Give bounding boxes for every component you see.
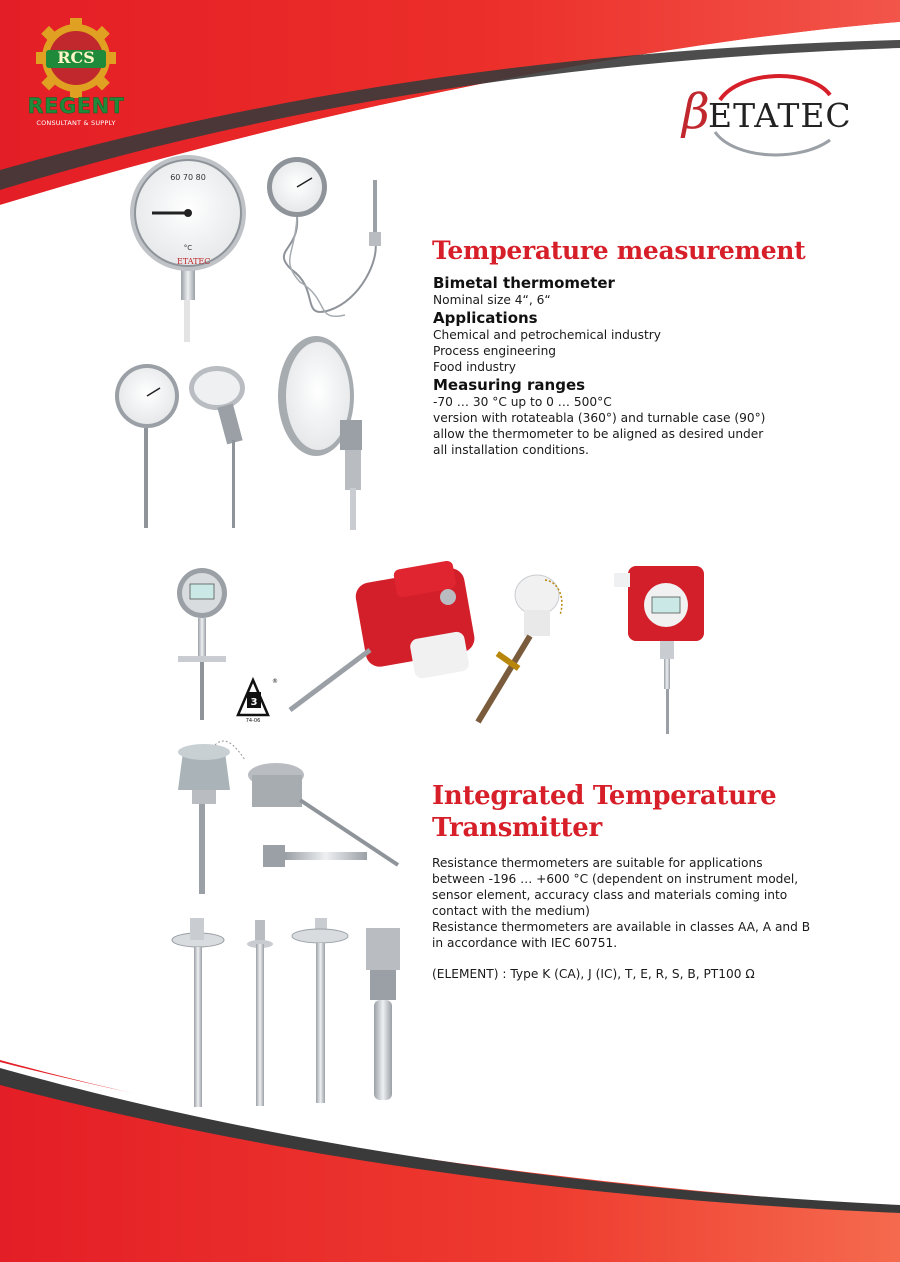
regent-initials: RCS: [57, 48, 95, 67]
betatec-beta-mark: β: [682, 84, 710, 140]
nominal-size-text: Nominal size 4“, 6“: [433, 293, 551, 307]
section2-title-line2: Transmitter: [432, 813, 602, 843]
betatec-logo: [680, 70, 850, 160]
body-line: Resistance thermometers are available in classes AA, A and B: [432, 920, 811, 934]
element-types-line: (ELEMENT) : Type K (CA), J (IC), T, E, R, S, B, PT100 Ω: [432, 967, 755, 981]
regent-tagline: CONSULTANT & SUPPLY: [36, 119, 116, 127]
thermowell-probes-image: [172, 918, 400, 1107]
ranges-line: -70 … 30 °C up to 0 … 500°C: [433, 395, 612, 409]
svg-text:°C: °C: [183, 244, 193, 252]
adjustable-angle-thermometer-image: [189, 366, 245, 528]
svg-text:®: ®: [272, 678, 278, 685]
section1-title: Temperature measurement: [432, 236, 806, 265]
ranges-line: version with rotateabla (360°) and turnable case (90°): [433, 411, 766, 425]
rotatable-case-thermometer-image: [278, 336, 362, 530]
section2-title-line1: Integrated Temperature: [432, 781, 777, 811]
approval-code-text: 74-06: [245, 718, 261, 724]
rtd-angled-head-image: [248, 763, 398, 867]
svg-text:60 70 80: 60 70 80: [170, 173, 206, 182]
body-line: sensor element, accuracy class and materials coming into: [432, 888, 788, 902]
rtd-connection-head-image: [178, 741, 245, 894]
gauge-brand-label: ETATEC: [177, 257, 211, 266]
application-item: Process engineering: [433, 344, 557, 358]
body-line: contact with the medium): [432, 904, 590, 918]
capillary-thermometer-image: [267, 157, 381, 316]
bimetal-thermometer-stem-image: [115, 364, 179, 528]
regent-name: REGENT: [27, 94, 125, 118]
ranges-heading: Measuring ranges: [433, 376, 586, 394]
body-line: Resistance thermometers are suitable for applications: [432, 856, 763, 870]
application-item: Food industry: [433, 360, 517, 374]
explosion-proof-transmitter-image: [290, 560, 477, 710]
section2-title: [432, 780, 812, 844]
digital-sanitary-thermometer-image: [177, 568, 227, 720]
applications-heading: Applications: [433, 309, 538, 327]
betatec-name: ETATEC: [708, 96, 852, 135]
regent-logo: [20, 18, 132, 127]
bimetal-thermometer-large-image: [130, 155, 246, 342]
application-item: Chemical and petrochemical industry: [433, 328, 661, 342]
approval-mark-text: 3: [250, 697, 258, 708]
ranges-line: allow the thermometer to be aligned as desired under: [433, 427, 764, 441]
3a-sanitary-approval-icon: [238, 678, 278, 715]
bimetal-heading: Bimetal thermometer: [433, 274, 615, 292]
thermocouple-head-white-image: [478, 575, 562, 722]
ranges-line: all installation conditions.: [433, 443, 589, 457]
body-line: between -196 … +600 °C (dependent on instrument model,: [432, 872, 799, 886]
body-line: in accordance with IEC 60751.: [432, 936, 618, 950]
pressure-style-transmitter-red-image: [614, 566, 704, 734]
